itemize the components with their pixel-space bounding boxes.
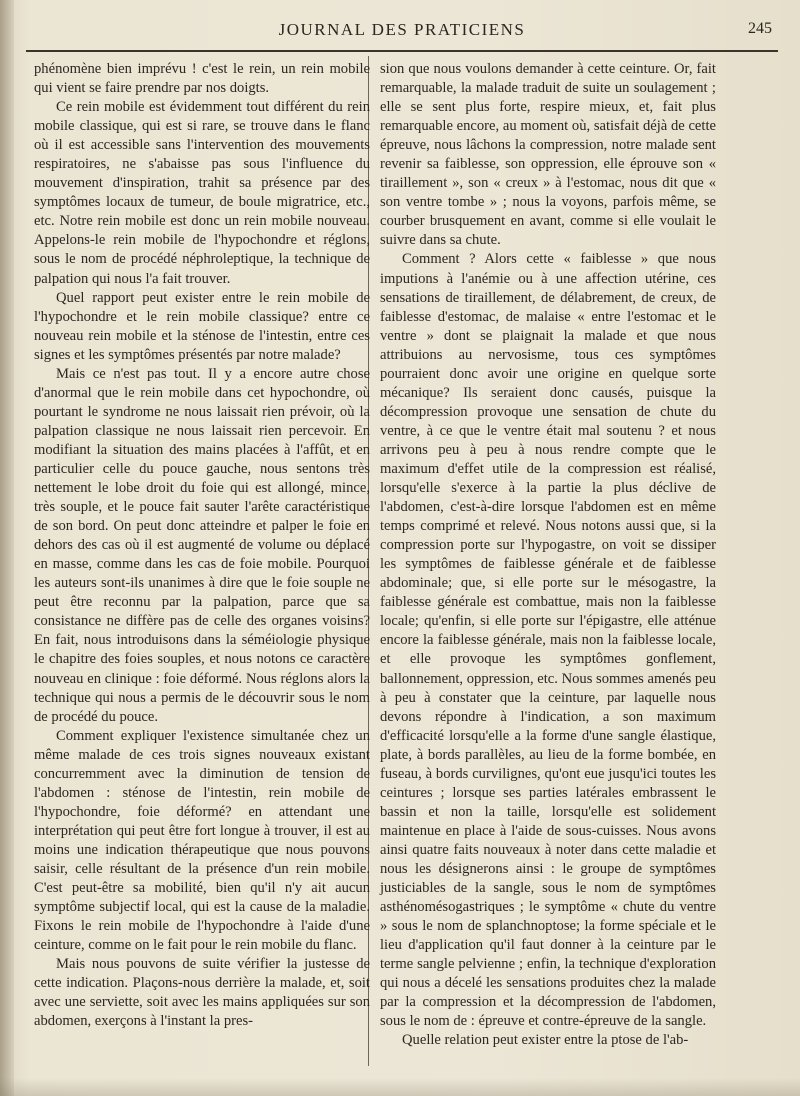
running-header: [26, 14, 778, 52]
paragraph: sion que nous voulons demander à cette ceinture. Or, fait remarquable, la malade traduit de suite un soulagement ; elle se sent plus forte, respire mieux, et, fait plus remarquable encore, au moment où, satisfait déjà de cette épreuve, nous lâchons la compression, notre malade sent revenir sa faiblesse, son oppression, elle éprouve son « tiraillement », son « creux » à l'estomac, nous dit que « son ventre tombe » ; nous la voyons, parfois même, se courber brusquement en avant, comme si elle voulait le suivre dans sa chute.: [380, 61, 716, 249]
right-column: [380, 60, 716, 1050]
paragraph: Ce rein mobile est évidemment tout différent du rein mobile classique, qui est si rare, se trouve dans le flanc où il est accessible sans l'intervention des mouvements respiratoires, ne s'abaisse pas sous l'influence du mouvement d'inspiration, trahit sa présence par des symptômes locaux de tumeur, de boule migratrice, etc., etc. Notre rein mobile est donc un rein mobile nouveau. Appelons-le rein mobile de l'hypochondre et réglons, sous le nom de procédé néphroleptique, la technique de palpation qui nous l'a fait trouver.: [34, 99, 370, 287]
page-bottom-shadow: [0, 1078, 800, 1096]
page-binding-edge: [0, 0, 14, 1096]
paragraph: Comment ? Alors cette « faiblesse » que nous imputions à l'anémie ou à une affection utérine, ces sensations de tiraillement, de délabrement, de creux, de faiblesse d'estomac, de malaise « entre l'estomac et le ventre » dont se plaignait la malade et que nous attribuions au nervosisme, tous ces symptômes pourraient donc avoir une origine en quelque sorte mécanique? Ils seraient donc causés, puisque la décompression provoque une sensation de chute du ventre, à ce que le ventre était mal soutenu ? et nous arrivons peu à peu à nous rendre compte que le maximum d'effet utile de la compression est réalisé, lorsqu'elle s'exerce à la partie la plus déclive de l'abdomen, c'est-à-dire lorsque l'abdomen est en même temps comprimé et relevé. Nous notons aussi que, si la compression porte sur l'hypogastre, on voit se dissiper les symptômes de faiblesse générale et de faiblesse abdominale; que, si elle porte sur le mésogastre, la faiblesse générale est combattue, mais non la faiblesse locale; qu'enfin, si elle porte sur l'épigastre, elle atténue encore la faiblesse générale, mais non la faiblesse locale, et elle provoque les symptômes gonflement, ballonnement, oppression, etc. Nous sommes amenés peu à peu à constater que la ceinture, par laquelle nous devons répondre à l'indication, a son maximum d'efficacité lorsqu'elle a la forme d'une sangle élastique, plate, à bords parallèles, au lieu de la forme bombée, en fuseau, à bords curvilignes, qu'ont eue jusqu'ici toutes les ceintures ; lorsque ses parties latérales embrassent le bassin et non la taille, lorsqu'elle est solidement maintenue en place à l'aide de sous-cuisses. Nous avons ainsi quatre faits nouveaux à noter dans cette maladie et nous les désignerons ainsi : le groupe de symptômes justiciables de la sangle, sous le nom de symptômes asthénomésogastriques ; le symptôme « chute du ventre » sous le nom de splanchnoptose; la forme spéciale et le lieu d'application qu'il faut donner à la ceinture par le terme sangle pelvienne ; enfin, la technique d'exploration qui nous a décelé les sensations produites chez la malade par la compression et la décompression de l'abdomen, sous le nom de : épreuve et contre-épreuve de la sangle.: [380, 251, 716, 1030]
page-number: 245: [748, 20, 772, 37]
left-column: [34, 60, 370, 1031]
paragraph: phénomène bien imprévu ! c'est le rein, un rein mobile qui vient se faire prendre par nos doigts.: [34, 61, 370, 97]
paragraph: Mais nous pouvons de suite vérifier la justesse de cette indication. Plaçons-nous derrière la malade, et, soit avec une serviette, soit avec les mains appliquées sur son abdomen, exerçons à l'instant la pres-: [34, 956, 370, 1030]
paragraph: Mais ce n'est pas tout. Il y a encore autre chose d'anormal que le rein mobile dans cet hypochondre, où pourtant le syndrome ne nous laissait rien prévoir, où la palpation classique ne nous laissait rien percevoir. En modifiant la situation des mains placées à l'affût, et en particulier celle du pouce gauche, nous sentons très nettement le lobe droit du foie qui est allongé, mince, très souple, et le pouce fait sauter l'arête caractéristique de son bord. On peut donc atteindre et palper le foie en dehors des cas où il est augmenté de volume ou déplacé en masse, comme dans les cas de foie mobile. Pourquoi les auteurs sont-ils unanimes à dire que le foie souple ne peut être reconnu par la palpation, parce que sa consistance ne diffère pas de celle des organes voisins? En fait, nous introduisons dans la séméiologie physique le chapitre des foies souples, et nous notons ce caractère nouveau en clinique : foie déformé. Nous réglons alors la technique qui nous a permis de le découvrir sous le nom de procédé du pouce.: [34, 365, 370, 725]
paragraph: Quelle relation peut exister entre la ptose de l'ab-: [402, 1032, 689, 1049]
paragraph: Quel rapport peut exister entre le rein mobile de l'hypochondre et le rein mobile classique? entre ce nouveau rein mobile et la sténose de l'intestin, entre ces signes et les symptômes présentés par notre malade?: [34, 289, 370, 363]
paragraph: Comment expliquer l'existence simultanée chez un même malade de ces trois signes nouveaux existant concurremment avec la diminution de tension de l'abdomen : sténose de l'intestin, rein mobile de l'hypochondre, foie déformé? en attendant une interprétation qui peut être fort longue à trouver, il est au moins une indication thérapeutique que nous pouvons saisir, celle résultant de la présence d'un rein mobile. C'est peut-être sa mobilité, bien qu'il n'y ait aucun symptôme subjectif local, qui est la cause de la maladie. Fixons le rein mobile de l'hypochondre à l'aide d'une ceinture, comme on le fait pour le rein mobile du flanc.: [34, 727, 370, 954]
journal-title: JOURNAL DES PRATICIENS: [278, 20, 526, 39]
